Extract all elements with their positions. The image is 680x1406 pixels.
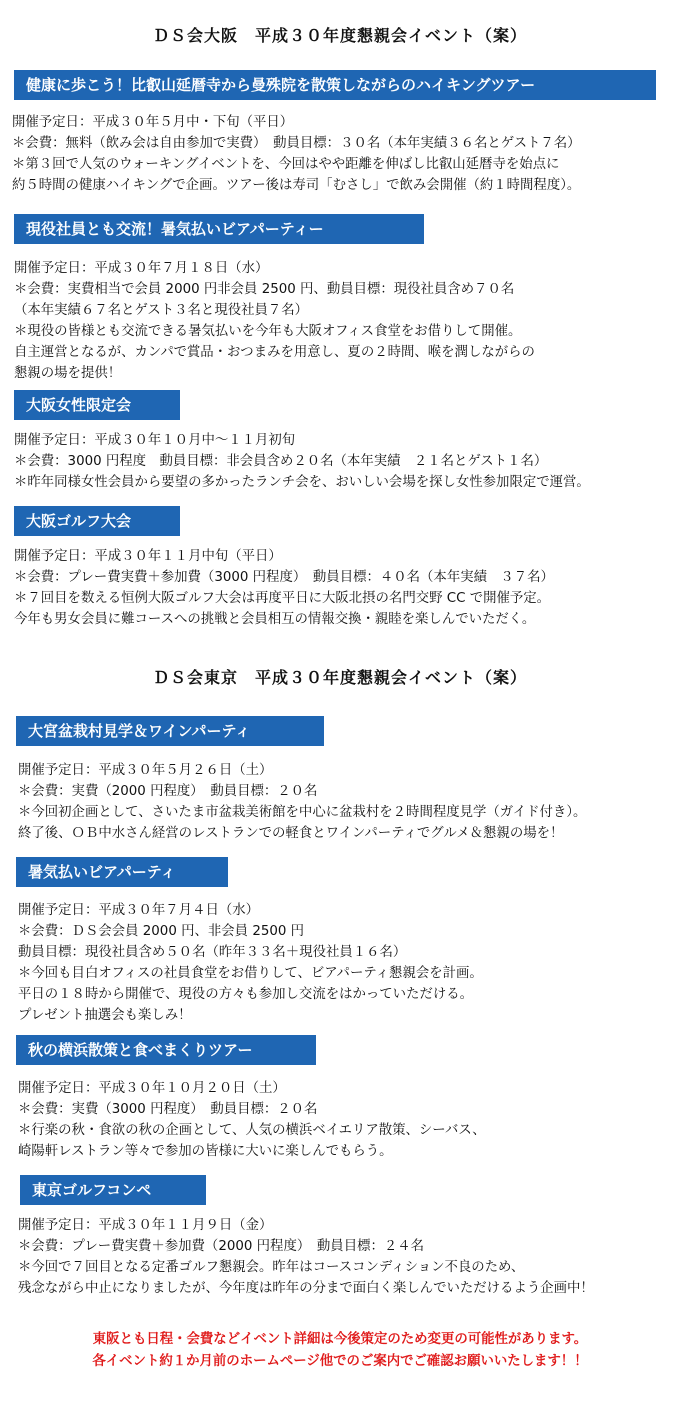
detail-line: 開催予定日：平成３０年５月２６日（土）: [18, 763, 273, 778]
notice-line: 東阪とも日程・会費などイベント詳細は今後策定のため変更の可能性があります。: [92, 1332, 588, 1347]
event-details-tokyo-beer: [18, 900, 483, 1026]
detail-line: ＊昨年同様女性会員から要望の多かったランチ会を、おいしい会場を探し女性参加限定で運営。: [14, 475, 590, 490]
event-details-osaka-women: [14, 430, 590, 493]
detail-line: ＊現役の皆様とも交流できる暑気払いを今年も大阪オフィス食堂をお借りして開催。: [14, 324, 522, 339]
event-details-osaka-golf: [14, 546, 554, 630]
detail-line: ＊７回目を数える恒例大阪ゴルフ大会は再度平日に大阪北摂の名門交野 CC で開催予定。: [14, 591, 551, 606]
detail-line: 終了後、ＯＢ中水さん経営のレストランでの軽食とワインパーティでグルメ＆懇親の場を！: [18, 826, 564, 841]
detail-line: 開催予定日：平成３０年１１月中旬（平日）: [14, 549, 282, 564]
detail-line: ＊会費：プレー費実費＋参加費（3000 円程度） 動員目標：４０名（本年実績 ３７名）: [14, 570, 554, 585]
detail-line: ＊第３回で人気のウォーキングイベントを、今回はやや距離を伸ばし比叡山延暦寺を始点に: [12, 157, 560, 172]
detail-line: ＊今回も目白オフィスの社員食堂をお借りして、ビアパーティ懇親会を計画。: [18, 966, 483, 981]
detail-line: ＊行楽の秋・食欲の秋の企画として、人気の横浜ベイエリア散策、シーバス、: [18, 1123, 486, 1138]
event-banner-osaka-golf: 大阪ゴルフ大会: [14, 506, 180, 536]
detail-line: 懇親の場を提供！: [14, 366, 122, 381]
detail-line: ＊会費：ＤＳ会会員 2000 円、非会員 2500 円: [18, 924, 305, 939]
event-banner-tokyo-yokohama: 秋の横浜散策と食べまくりツアー: [16, 1035, 316, 1065]
event-details-tokyo-golf: [18, 1215, 594, 1299]
detail-line: 約５時間の健康ハイキングで企画。ツアー後は寿司「むさし」で飲み会開催（約１時間程度）。: [12, 178, 581, 193]
event-banner-tokyo-golf: 東京ゴルフコンペ: [20, 1175, 206, 1205]
detail-line: 今年も男女会員に難コースへの挑戦と会員相互の情報交換・親睦を楽しんでいただく。: [14, 612, 536, 627]
event-banner-tokyo-beer: 暑気払いビアパーティ: [16, 857, 228, 887]
detail-line: 平日の１８時から開催で、現役の方々も参加し交流をはかっていただける。: [18, 987, 474, 1002]
event-banner-osaka-women: 大阪女性限定会: [14, 390, 180, 420]
event-details-tokyo-bonsai: [18, 760, 586, 844]
detail-line: 開催予定日：平成３０年１０月中〜１１月初旬: [14, 433, 296, 448]
event-details-osaka-hiking: [12, 112, 581, 196]
detail-line: 開催予定日：平成３０年７月１８日（水）: [14, 261, 269, 276]
detail-line: 崎陽軒レストラン等々で参加の皆様に大いに楽しんでもらう。: [18, 1144, 393, 1159]
detail-line: 開催予定日：平成３０年５月中・下旬（平日）: [12, 115, 294, 130]
detail-line: ＊会費：実費（2000 円程度） 動員目標：２０名: [18, 784, 318, 799]
detail-line: 開催予定日：平成３０年１０月２０日（土）: [18, 1081, 286, 1096]
detail-line: 開催予定日：平成３０年７月４日（水）: [18, 903, 260, 918]
event-details-tokyo-yokohama: [18, 1078, 486, 1162]
event-banner-tokyo-bonsai: 大宮盆栽村見学＆ワインパーティ: [16, 716, 324, 746]
event-details-osaka-beer: [14, 258, 535, 384]
tokyo-section-title: ＤＳ会東京 平成３０年度懇親会イベント（案）: [152, 668, 527, 687]
event-banner-osaka-hiking: 健康に歩こう！比叡山延暦寺から曼殊院を散策しながらのハイキングツアー: [14, 70, 656, 100]
detail-line: ＊会費：無料（飲み会は自由参加で実費） 動員目標：３０名（本年実績３６名とゲスト７名）: [12, 136, 581, 151]
notice-line: 各イベント約１か月前のホームページ他でのご案内でご確認お願いいたします！！: [92, 1354, 588, 1369]
detail-line: ＊会費：実費相当で会員 2000 円非会員 2500 円、動員目標：現役社員含め７０名: [14, 282, 515, 297]
detail-line: ＊会費：プレー費実費＋参加費（2000 円程度） 動員目標：２４名: [18, 1239, 425, 1254]
detail-line: （本年実績６７名とゲスト３名と現役社員７名）: [14, 303, 309, 318]
osaka-section-title: ＤＳ会大阪 平成３０年度懇親会イベント（案）: [152, 26, 527, 45]
change-notice: [0, 1329, 680, 1373]
detail-line: 開催予定日：平成３０年１１月９日（金）: [18, 1218, 273, 1233]
detail-line: ＊会費：3000 円程度 動員目標：非会員含め２０名（本年実績 ２１名とゲスト１名）: [14, 454, 548, 469]
detail-line: ＊今回で７回目となる定番ゴルフ懇親会。昨年はコースコンディション不良のため、: [18, 1260, 525, 1275]
detail-line: ＊今回初企画として、さいたま市盆栽美術館を中心に盆栽村を２時間程度見学（ガイド付き）。: [18, 805, 587, 820]
detail-line: 残念ながら中止になりましたが、今年度は昨年の分まで面白く楽しんでいただけるよう企画中！: [18, 1281, 594, 1296]
detail-line: ＊会費：実費（3000 円程度） 動員目標：２０名: [18, 1102, 318, 1117]
detail-line: 自主運営となるが、カンパで賞品・おつまみを用意し、夏の２時間、喉を潤しながらの: [14, 345, 535, 360]
event-banner-osaka-beer: 現役社員とも交流！暑気払いビアパーティー: [14, 214, 424, 244]
detail-line: 動員目標：現役社員含め５０名（昨年３３名＋現役社員１６名）: [18, 945, 407, 960]
detail-line: プレゼント抽選会も楽しみ！: [18, 1008, 192, 1023]
